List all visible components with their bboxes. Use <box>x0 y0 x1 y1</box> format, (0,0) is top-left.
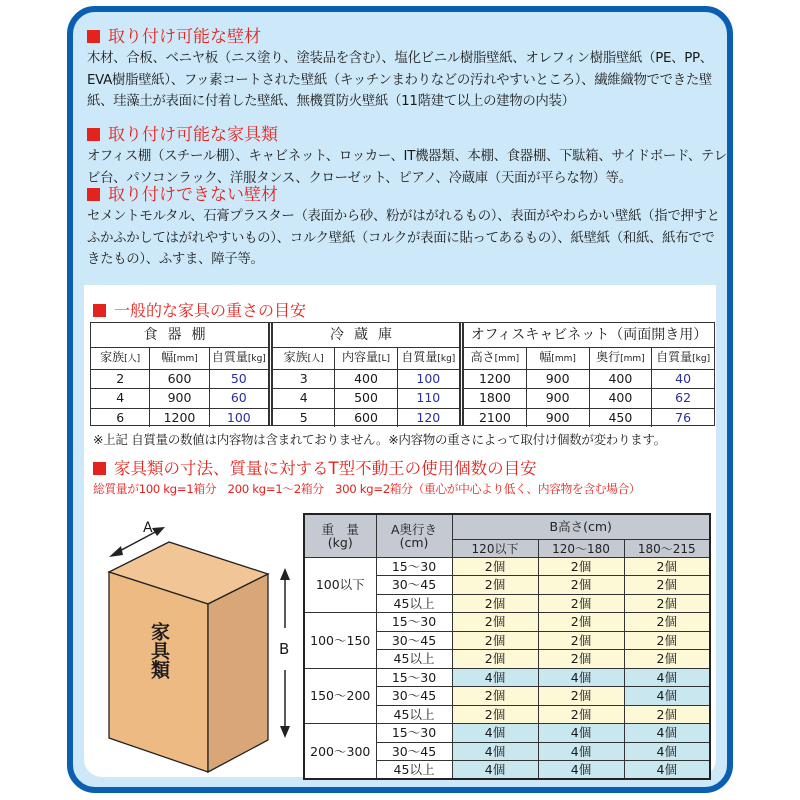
furniture-box-illustration <box>101 510 311 780</box>
depth-cell: 45以上 <box>376 594 452 613</box>
count-cell: 2個 <box>538 594 624 613</box>
cell: 5 <box>299 409 308 425</box>
table-row <box>273 389 459 409</box>
section-title <box>87 184 727 206</box>
cell: 1200 <box>149 409 208 428</box>
count-cell: 2個 <box>538 557 624 576</box>
depth-cell: 30〜45 <box>376 687 452 706</box>
header-cell: 奥行[mm] <box>589 348 652 369</box>
section-body: オフィス棚（スチール棚）、キャビネット、ロッカー、IT機器類、本棚、食器棚、下駄箱、サイドボード、テレビ台、パソコンラック、洋服タンス、クローゼット、ピアノ、冷蔵庫（天面が平らな物）等。 <box>87 149 727 186</box>
count-cell: 4個 <box>624 742 710 761</box>
count-cell: 4個 <box>452 668 538 687</box>
count-cell: 2個 <box>538 576 624 595</box>
section-title <box>93 458 733 480</box>
table-row <box>91 370 268 390</box>
table-row <box>304 668 710 687</box>
count-table-body <box>304 557 710 779</box>
cell: 400 <box>334 370 396 389</box>
count-cell: 2個 <box>452 557 538 576</box>
count-cell: 4個 <box>538 761 624 780</box>
weight-range-cell: 100以下 <box>304 557 376 613</box>
table-row <box>91 389 268 409</box>
count-cell: 4個 <box>452 742 538 761</box>
weight-cell: 76 <box>651 409 714 428</box>
count-cell: 4個 <box>624 761 710 780</box>
table-row <box>464 409 714 428</box>
section-furniture-ok <box>87 124 727 189</box>
section-title <box>87 26 727 48</box>
header-row <box>273 348 459 370</box>
count-cell: 2個 <box>452 631 538 650</box>
header-cell: 内容量[L] <box>334 348 396 369</box>
header-cell: 幅[mm] <box>149 348 208 369</box>
cell: 400 <box>589 389 652 408</box>
cell: 450 <box>589 409 652 428</box>
count-cell: 2個 <box>452 705 538 724</box>
group-dish-cabinet <box>91 323 268 425</box>
table-row <box>91 409 268 428</box>
header-cell: 自質量[kg] <box>397 348 459 369</box>
header-cell: 幅[mm] <box>526 348 589 369</box>
red-square-icon <box>93 462 106 475</box>
section-title-text: 取り付けできない壁材 <box>108 185 278 205</box>
count-cell: 4個 <box>538 742 624 761</box>
header-cell: 家族[人] <box>100 350 141 364</box>
group-refrigerator <box>268 323 459 425</box>
group-header: オフィスキャビネット（両面開き用） <box>464 323 714 348</box>
usage-subtitle: 総質量が100 kg=1箱分 200 kg=1〜2箱分 300 kg=2箱分（重心が中心より低く、内容物を含む場合） <box>93 482 641 496</box>
section-title-text: 家具類の寸法、質量に対するT型不動王の使用個数の目安 <box>114 459 537 478</box>
cell: 2100 <box>478 409 511 425</box>
count-cell: 2個 <box>624 594 710 613</box>
section-title <box>87 124 727 146</box>
section-weights <box>93 300 733 322</box>
section-body: セメントモルタル、石膏プラスター（表面から砂、粉がはがれるもの）、表面がやわらかい壁紙（指で押すとふかふかしてはがれやすいもの）、コルク壁紙（コルクが表面に貼ってあるもの）、紙壁紙（和紙、紙布でできたもの）、ふすま、障子等。 <box>87 209 720 267</box>
group-office-cabinet <box>459 323 714 425</box>
group-header: 食器棚 <box>91 323 268 348</box>
count-cell: 2個 <box>452 576 538 595</box>
count-cell: 4個 <box>538 668 624 687</box>
cell: 3 <box>299 370 308 386</box>
section-title-text: 取り付け可能な家具類 <box>108 125 278 145</box>
header-depth: A奥行き (cm) <box>376 514 452 557</box>
table-row <box>464 389 714 409</box>
weight-cell: 100 <box>209 409 268 428</box>
header-row <box>91 348 268 370</box>
weight-cell: 110 <box>397 389 459 408</box>
table-row <box>304 724 710 743</box>
depth-cell: 15〜30 <box>376 724 452 743</box>
cell: 6 <box>116 409 125 425</box>
depth-cell: 45以上 <box>376 761 452 780</box>
cell: 4 <box>299 390 308 405</box>
count-cell: 4個 <box>452 761 538 780</box>
red-square-icon <box>87 188 100 201</box>
usage-count-table <box>303 513 711 780</box>
cell: 600 <box>149 370 208 389</box>
depth-cell: 15〜30 <box>376 557 452 576</box>
count-cell: 2個 <box>624 576 710 595</box>
count-cell: 2個 <box>538 687 624 706</box>
header-row <box>304 514 710 539</box>
cell: 900 <box>149 389 208 408</box>
weight-cell: 100 <box>397 370 459 389</box>
cell: 500 <box>334 389 396 408</box>
cell: 4 <box>116 390 125 405</box>
count-cell: 2個 <box>624 705 710 724</box>
count-cell: 2個 <box>538 705 624 724</box>
section-title <box>93 300 733 322</box>
count-cell: 2個 <box>452 687 538 706</box>
weight-cell: 120 <box>397 409 459 428</box>
section-wall-ng <box>87 184 727 271</box>
header-cell: 高さ[mm] <box>470 350 520 364</box>
weight-cell: 60 <box>209 389 268 408</box>
weight-range-cell: 200〜300 <box>304 724 376 780</box>
height-col: 120〜180 <box>538 539 624 557</box>
count-cell: 4個 <box>624 724 710 743</box>
red-square-icon <box>93 304 106 317</box>
header-row <box>464 348 714 370</box>
cell: 1800 <box>478 390 511 405</box>
table-row <box>304 613 710 632</box>
weight-cell: 40 <box>651 370 714 389</box>
count-cell: 4個 <box>452 724 538 743</box>
depth-cell: 30〜45 <box>376 631 452 650</box>
weight-range-cell: 100〜150 <box>304 613 376 669</box>
depth-cell: 45以上 <box>376 705 452 724</box>
cell: 900 <box>526 409 589 428</box>
depth-cell: 30〜45 <box>376 576 452 595</box>
cell: 900 <box>526 389 589 408</box>
weight-cell: 62 <box>651 389 714 408</box>
cell: 2 <box>116 370 125 386</box>
table-row <box>273 370 459 390</box>
depth-cell: 30〜45 <box>376 742 452 761</box>
box-label: 家具類 <box>148 622 170 679</box>
red-square-icon <box>87 30 100 43</box>
weight-range-cell: 150〜200 <box>304 668 376 724</box>
height-col: 180〜215 <box>624 539 710 557</box>
header-cell: 自質量[kg] <box>651 348 714 369</box>
count-cell: 2個 <box>624 650 710 669</box>
count-cell: 2個 <box>452 650 538 669</box>
weight-note: ※上記 自質量の数値は内容物は含まれておりません。※内容物の重さによって取付け個数が変わります。 <box>93 432 666 447</box>
info-frame <box>67 6 733 793</box>
section-wall-ok <box>87 26 727 113</box>
count-cell: 2個 <box>624 631 710 650</box>
count-cell: 4個 <box>624 687 710 706</box>
red-square-icon <box>87 128 100 141</box>
table-row <box>464 370 714 390</box>
section-body: 木材、合板、ベニヤ板（ニス塗り、塗装品を含む）、塩化ビニル樹脂壁紙、オレフィン樹脂壁紙（PE、PP、EVA樹脂壁紙）、フッ素コートされた壁紙（キッチンまわりなどの汚れやすいところ）、繊維織物でできた壁紙、珪藻土が表面に付着した壁紙、無機質防火壁紙（11階建て以上の建物の内装） <box>87 51 713 109</box>
table-row <box>304 557 710 576</box>
header-height: B高さ(cm) <box>452 514 710 539</box>
count-cell: 2個 <box>538 650 624 669</box>
cell: 600 <box>334 409 396 428</box>
count-cell: 4個 <box>538 724 624 743</box>
count-cell: 2個 <box>624 613 710 632</box>
cell: 900 <box>526 370 589 389</box>
count-cell: 2個 <box>624 557 710 576</box>
furniture-weight-table <box>90 322 715 426</box>
dim-b-label: B <box>279 640 290 658</box>
count-cell: 2個 <box>538 613 624 632</box>
count-cell: 4個 <box>624 668 710 687</box>
depth-cell: 45以上 <box>376 650 452 669</box>
cell: 400 <box>589 370 652 389</box>
section-usage <box>93 458 733 498</box>
depth-cell: 15〜30 <box>376 613 452 632</box>
depth-cell: 15〜30 <box>376 668 452 687</box>
section-title-text: 取り付け可能な壁材 <box>108 27 261 47</box>
count-cell: 2個 <box>452 613 538 632</box>
height-col: 120以下 <box>452 539 538 557</box>
header-cell: 自質量[kg] <box>209 348 268 369</box>
count-cell: 2個 <box>538 631 624 650</box>
dim-a-label: A <box>143 520 153 536</box>
table-row <box>273 409 459 428</box>
weight-cell: 50 <box>209 370 268 389</box>
header-weight: 重 量 (kg) <box>304 514 376 557</box>
group-header: 冷蔵庫 <box>273 323 459 348</box>
section-title-text: 一般的な家具の重さの目安 <box>114 301 307 320</box>
cell: 1200 <box>478 370 511 386</box>
header-cell: 家族[人] <box>283 350 324 364</box>
count-cell: 2個 <box>452 594 538 613</box>
